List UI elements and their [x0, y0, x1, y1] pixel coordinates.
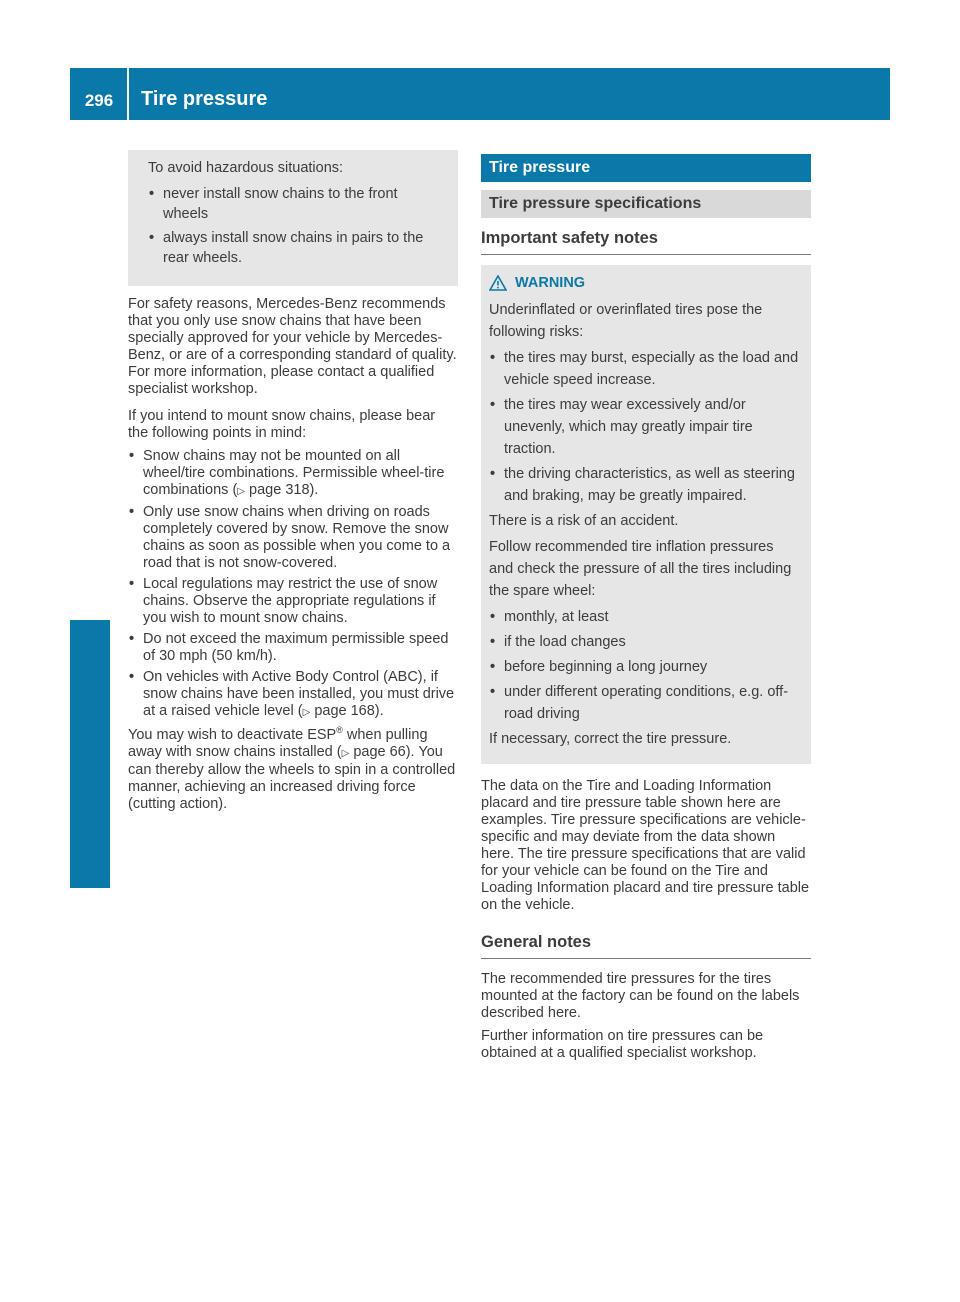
page-number: 296	[84, 91, 114, 110]
registered-mark: ®	[336, 725, 343, 736]
warning-triangle-icon	[489, 275, 507, 291]
heading-important-safety-notes: Important safety notes	[481, 228, 811, 255]
list-item: • monthly, at least	[489, 606, 801, 628]
paragraph-text: You may wish to deactivate ESP	[128, 727, 337, 743]
paragraph-text: You can thereby allow the wheels to spin in a controlled manner, achieving an increased driving force (cutting action).	[128, 744, 456, 812]
list-item: • if the load changes	[489, 631, 801, 653]
list-item: • Do not exceed the maximum permissible speed of 30 mph (50 km/h).	[128, 631, 458, 665]
right-column	[481, 154, 811, 1062]
risk-list	[489, 347, 801, 507]
page-reference-link[interactable]: page 318).	[249, 482, 319, 498]
list-item: • Local regulations may restrict the use of snow chains. Observe the appropriate regulations if you wish to mount snow chains.	[128, 576, 458, 627]
page-title: Tire pressure	[141, 88, 268, 110]
warning-label: WARNING	[515, 275, 586, 291]
list-item: • never install snow chains to the front wheels	[148, 184, 446, 224]
list-item	[128, 448, 458, 500]
right-triangle-icon: ▷	[237, 486, 245, 497]
paragraph: If you intend to mount snow chains, please bear the following points in mind:	[128, 408, 436, 441]
side-tab-label: Wheels and tires	[77, 685, 102, 860]
paragraph: For safety reasons, Mercedes-Benz recommends that you only use snow chains that have been specially approved for your vehicle by Mercedes-Benz, or are of a corresponding standard of quality. For more information, please contact a qualified specialist workshop.	[128, 296, 457, 397]
warning-box	[481, 265, 811, 764]
warning-correct: If necessary, correct the tire pressure.	[489, 731, 732, 747]
warning-accident: There is a risk of an accident.	[489, 513, 679, 529]
list-item-text: Snow chains may not be mounted on all wheel/tire combinations. Permissible wheel-tire combinations (	[143, 448, 445, 498]
paragraph: Further information on tire pressures can be obtained at a qualified specialist workshop.	[481, 1028, 764, 1061]
heading-general-notes: General notes	[481, 932, 811, 959]
list-item-text: On vehicles with Active Body Control (ABC), if snow chains have been installed, you must drive at a raised vehicle level (	[143, 669, 455, 719]
left-column	[128, 150, 458, 813]
warning-intro: Underinflated or overinflated tires pose the following risks:	[489, 302, 763, 340]
list-item: • the tires may burst, especially as the load and vehicle speed increase.	[489, 347, 801, 391]
hazard-box	[128, 150, 458, 286]
list-item: • always install snow chains in pairs to the rear wheels.	[148, 228, 446, 268]
page-reference-link[interactable]: page 66).	[353, 744, 415, 760]
list-item: • before beginning a long journey	[489, 656, 801, 678]
section-title: Tire pressure	[481, 154, 811, 182]
side-tab	[70, 570, 110, 870]
warning-follow: Follow recommended tire inflation pressures and check the pressure of all the tires including the spare wheel:	[489, 539, 792, 599]
header-divider	[127, 68, 129, 120]
list-item: • the tires may wear excessively and/or unevenly, which may greatly impair tire traction.	[489, 394, 801, 460]
list-item: • under different operating conditions, e.g. off-road driving	[489, 681, 801, 725]
paragraph	[128, 727, 458, 813]
subsection-title: Tire pressure specifications	[481, 190, 811, 218]
page-reference-link[interactable]: page 168).	[314, 703, 384, 719]
list-item	[128, 669, 458, 721]
right-triangle-icon: ▷	[302, 707, 311, 718]
paragraph: The recommended tire pressures for the tires mounted at the factory can be found on the labels described here.	[481, 971, 800, 1021]
hazard-intro: To avoid hazardous situations:	[148, 160, 344, 176]
list-item: • Only use snow chains when driving on roads completely covered by snow. Remove the snow chains as soon as possible when you come to a road that is not snow-covered.	[128, 504, 458, 572]
paragraph: The data on the Tire and Loading Information placard and tire pressure table shown here are examples. Tire pressure specifications are vehicle-specific and may deviate from the data shown here. The tire pressure specifications that are valid for your vehicle can be found on the Tire and Loading Information placard and tire pressure table on the vehicle.	[481, 778, 810, 913]
snow-chain-list	[128, 448, 458, 721]
warning-header	[489, 273, 801, 293]
paragraph-text: when pulling away with snow chains installed (	[128, 727, 428, 760]
hazard-list	[148, 184, 446, 268]
right-triangle-icon: ▷	[341, 748, 350, 759]
check-list	[489, 606, 801, 725]
list-item: • the driving characteristics, as well as steering and braking, may be greatly impaired.	[489, 463, 801, 507]
